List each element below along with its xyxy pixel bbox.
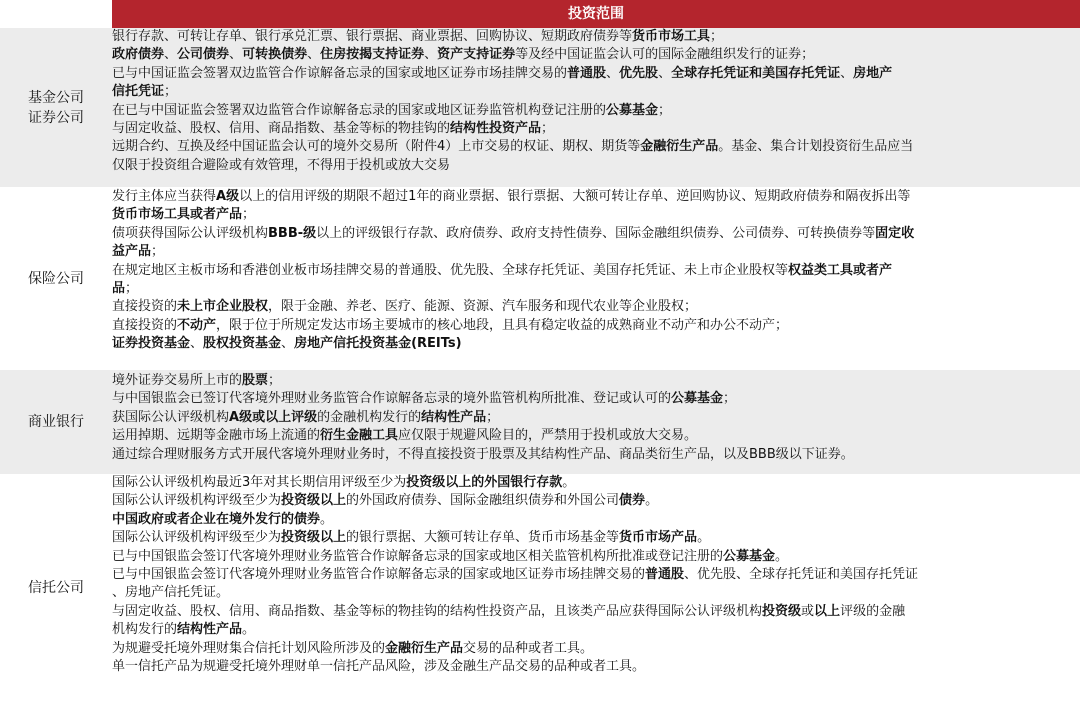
content-line: 直接投资的未上市企业股权，限于金融、养老、医疗、能源、资源、汽车服务和现代农业等企业股权； [112, 299, 698, 315]
content-line: 国际公认评级机构评级至少为投资级以上的银行票据、大额可转让存单、货币市场基金等货币市场产品。 [112, 530, 711, 546]
table-header [0, 0, 1080, 28]
content-line: 、房地产信托凭证。 [112, 585, 230, 601]
row-content-commercial-bank [112, 372, 1072, 464]
row-label-insurance: 保险公司 [28, 270, 84, 287]
content-line: 运用掉期、远期等金融市场上流通的衍生金融工具应仅限于规避风险目的，严禁用于投机或放大交易。 [112, 428, 698, 444]
content-line: 货币市场工具或者产品； [112, 207, 256, 223]
table-row-fund-securities [0, 28, 1080, 187]
header-title-cell [112, 0, 1080, 28]
content-line: 为规避受托境外理财集合信托计划风险所涉及的金融衍生产品交易的品种或者工具。 [112, 640, 594, 656]
row-content-fund-securities [112, 28, 1072, 175]
content-line: 获国际公认评级机构A级或以上评级的金融机构发行的结构性产品； [112, 409, 500, 425]
table-row-insurance [0, 187, 1080, 370]
content-line: 发行主体应当获得A级以上的信用评级的期限不超过1年的商业票据、银行票据、大额可转让存单、逆回购协议、短期政府债券和隔夜拆出等 [112, 189, 911, 204]
content-line: 国际公认评级机构评级至少为投资级以上的外国政府债券、国际金融组织债券和外国公司债券。 [112, 493, 659, 509]
row-label-trust: 信托公司 [28, 580, 84, 596]
content-line: 已与中国银监会签订代客境外理财业务监管合作谅解备忘录的国家或地区相关监管机构所批准或登记注册的公募基金。 [112, 548, 789, 564]
content-line: 单一信托产品为规避受托境外理财单一信托产品风险，涉及金融生产品交易的品种或者工具。 [112, 659, 646, 675]
content-line: 通过综合理财服务方式开展代客境外理财业务时，不得直接投资于股票及其结构性产品、商品类衍生产品，以及BBB级以下证券。 [112, 446, 854, 462]
content-line: 直接投资的不动产，限于位于所规定发达市场主要城市的核心地段，且具有稳定收益的成熟商业不动产和办公不动产； [112, 317, 789, 333]
content-line: 已与中国证监会签署双边监管合作谅解备忘录的国家或地区证券市场挂牌交易的普通股、优先股、全球存托凭证和美国存托凭证、房地产 [112, 65, 893, 81]
content-line: 品； [112, 281, 139, 297]
content-line: 与中国银监会已签订代客境外理财业务监管合作谅解备忘录的境外监管机构所批准、登记或认可的公募基金； [112, 391, 737, 407]
row-content-trust [112, 474, 1072, 676]
table-row-commercial-bank [0, 370, 1080, 474]
content-line: 银行存款、可转让存单、银行承兑汇票、银行票据、商业票据、回购协议、短期政府债券等货币市场工具； [112, 29, 724, 44]
row-label-fund-securities: 基金公司 证券公司 [28, 89, 84, 126]
content-line: 证券投资基金、股权投资基金、房地产信托投资基金(REITs) [112, 336, 462, 352]
content-line: 远期合约、互换及经中国证监会认可的境外交易所（附件4）上市交易的权证、期权、期货等金融衍生产品。基金、集合计划投资衍生品应当 [112, 139, 914, 155]
content-line: 在规定地区主板市场和香港创业板市场挂牌交易的普通股、优先股、全球存托凭证、美国存托凭证、未上市企业股权等权益类工具或者产 [112, 262, 893, 278]
content-line: 益产品； [112, 244, 165, 260]
content-line: 与固定收益、股权、信用、商品指数、基金等标的物挂钩的结构性投资产品； [112, 121, 555, 137]
table-row-trust [0, 474, 1080, 702]
content-line: 债项获得国际公认评级机构BBB-级以上的评级银行存款、政府债券、政府支持性债券、国际金融组织债券、公司债券、可转换债券等固定收 [112, 225, 915, 241]
row-label-commercial-bank: 商业银行 [28, 414, 84, 430]
content-line: 境外证券交易所上市的股票； [112, 373, 282, 388]
content-line: 机构发行的结构性产品。 [112, 622, 256, 638]
content-line: 信托凭证； [112, 84, 178, 100]
content-line: 仅限于投资组合避险或有效管理，不得用于投机或放大交易 [112, 157, 451, 173]
content-line: 政府债券、公司债券、可转换债券、住房按揭支持证券、资产支持证券等及经中国证监会认可的国际金融组织发行的证券； [112, 47, 815, 63]
content-line: 与固定收益、股权、信用、商品指数、基金等标的物挂钩的结构性投资产品，且该类产品应获得国际公认评级机构投资级或以上评级的金融 [112, 603, 906, 619]
content-line: 国际公认评级机构最近3年对其长期信用评级至少为投资级以上的外国银行存款。 [112, 475, 576, 490]
content-line: 已与中国银监会签订代客境外理财业务监管合作谅解备忘录的国家或地区证券市场挂牌交易的普通股、优先股、全球存托凭证和美国存托凭证 [112, 567, 919, 583]
content-line: 在已与中国证监会签署双边监管合作谅解备忘录的国家或地区证券监管机构登记注册的公募基金； [112, 102, 672, 118]
table-title: 投资范围 [568, 6, 624, 22]
row-content-insurance [112, 188, 1072, 354]
header-blank-cell [0, 0, 112, 28]
content-line: 中国政府或者企业在境外发行的债券。 [112, 511, 334, 527]
